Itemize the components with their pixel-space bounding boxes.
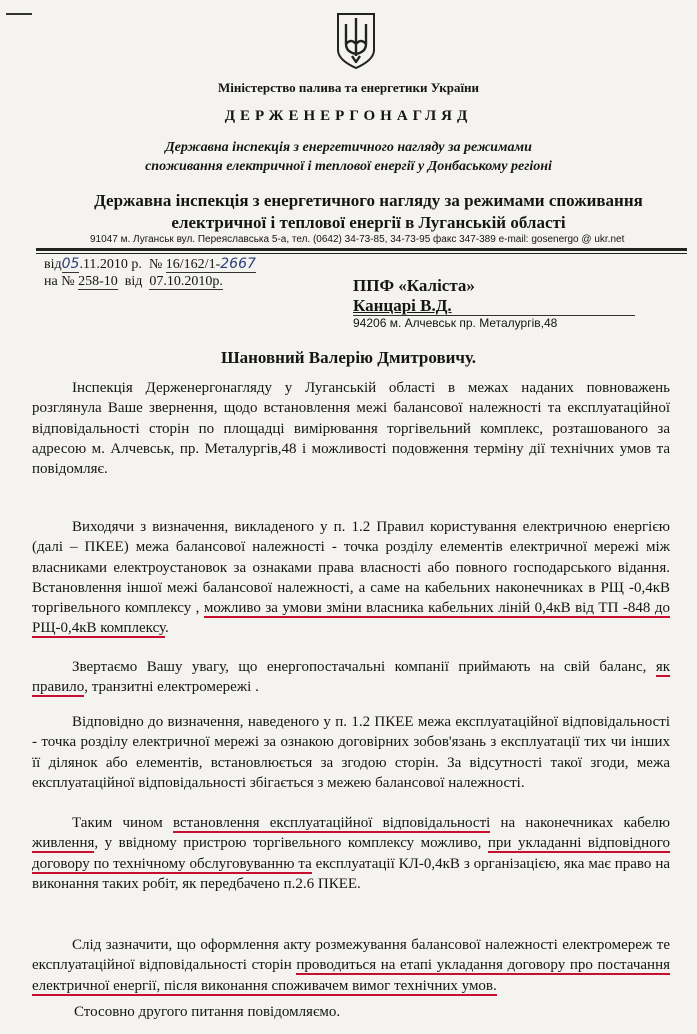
reply-number: 258-10: [78, 274, 118, 289]
recipient-address: 94206 м. Алчевськ пр. Металургів,48: [353, 316, 558, 330]
reply-date: 07.10.2010р.: [149, 274, 223, 289]
outgoing-reference: [44, 256, 256, 273]
regional-inspection-line-2: споживання електричної і теплової енергії у Донбаському регіоні: [145, 159, 552, 174]
corner-dash-mark: [6, 13, 32, 15]
regional-inspection: [0, 138, 697, 176]
underlined-power-supply: живлення: [32, 835, 95, 852]
underlined-maintenance-contract: при укладанні відповідного договору по технічному обслуговуванню та: [32, 835, 670, 872]
paragraph-5: Таким чином встановлення експлуатаційної відповідальності на наконечниках кабелю живлення, у ввідному пристрою торгівельного комплексу можливо, при укладанні відповідного договору по технічному обслуговуванню та експлуатації КЛ-0,4кВ з організацією, яка має право на виконання таких робіт, як передбачено п.2.6 ПКЕЕ.: [32, 815, 671, 892]
from-date-rest: .11.2010 р.: [79, 257, 142, 272]
outgoing-number: 16/162/1-2667: [165, 256, 256, 272]
from-day-handwritten: 05: [61, 256, 80, 272]
underlined-as-a-rule: як правило: [32, 659, 670, 696]
paragraph-1: Інспекція Держенергонагляду у Луганській області в межах наданих повноважень розглянула Ваше звернення, щодо встановлення межі балансової належності та експлуатаційної відповідальності сторін по площадці вимірювання торгівельний комплекс, розташованого за адресою м. Алчевськ, пр. Металургів,48 і можливості подовження терміну дії технічних умов та повідомляє.: [32, 380, 670, 478]
oblast-inspection-line-1: Державна інспекція з енергетичного нагляду за режимами споживання: [94, 191, 643, 210]
letterhead-address: 91047 м. Луганськ вул. Переяславська 5-а, тел. (0642) 34-73-85, 34-73-95 факс 347-389 e-mail: gosenergo @ ukr.net: [90, 234, 625, 245]
underlined-contract-stage: проводиться на етапі укладання договору про постачання електричної енергії, після виконання споживачем вимог технічних умов.: [32, 957, 670, 994]
letterhead-rule-thick: [36, 248, 687, 251]
underlined-responsibility: встановлення експлуатаційної відповідальності: [173, 815, 491, 831]
underlined-cable-condition: можливо за умови зміни власника кабельних ліній 0,4кВ від ТП -848 до РЩ-0,4кВ комплексу: [32, 600, 670, 637]
letterhead-rule-thin: [36, 253, 687, 254]
from-label: від: [44, 257, 62, 272]
department-name: ДЕРЖЕНЕРГОНАГЛЯД: [224, 108, 473, 124]
closing-line: Стосовно другого питання повідомляємо.: [74, 1004, 341, 1020]
recipient-company: ППФ «Каліста»: [353, 276, 475, 295]
trident-emblem-icon: [334, 10, 378, 70]
oblast-inspection: [20, 190, 697, 234]
reply-label: на №: [44, 274, 75, 289]
ministry-name: Міністерство палива та енергетики України: [217, 80, 480, 95]
incoming-reference: [44, 274, 223, 290]
paragraph-6: Слід зазначити, що оформлення акту розмежування балансової належності електромереж те експлуатаційної відповідальності сторін проводиться на етапі укладання договору про постачання електричної енергії, після виконання споживачем вимог технічних умов.: [32, 937, 670, 994]
recipient-person: Канцарі В.Д.: [353, 296, 452, 315]
number-label: №: [148, 257, 163, 272]
salutation: Шановний Валерію Дмитровичу.: [220, 348, 477, 367]
paragraph-2: Виходячи з визначення, викладеного у п. 1.2 Правил користування електричною енергією (далі – ПКЕЕ) межа балансової належності - точка розділу елементів електричної мережі між власниками електроустановок за ознаками права власності або повного господарського відання. Встановлення іншої межі балансової належності, а саме на кабельних наконечниках в РЩ -0,4кВ торгівельного комплексу , можливо за умови зміни власника кабельних ліній 0,4кВ від ТП -848 до РЩ-0,4кВ комплексу.: [32, 519, 670, 637]
paragraph-4: Відповідно до визначення, наведеного у п. 1.2 ПКЕЕ межа експлуатаційної відповідальності - точка розділу електричної мережі за ознакою договірних зобов'язань з експлуатації тих чи інших її ділянок або елементів, встановлюється за згодою сторін. За відсутності такої згоди, межа експлуатаційної відповідальності збігається з межею балансової належності.: [32, 714, 670, 791]
outgoing-number-handwritten: 2667: [220, 256, 256, 272]
paragraph-3: Звертаємо Вашу увагу, що енергопостачальні компанії приймають на свій баланс, як правило, транзитні електромережі .: [32, 659, 670, 696]
reply-from-label: від: [124, 274, 143, 289]
regional-inspection-line-1: Державна інспекція з енергетичного нагляду за режимами: [165, 140, 532, 155]
oblast-inspection-line-2: електричної і теплової енергії в Луганській області: [171, 213, 566, 232]
